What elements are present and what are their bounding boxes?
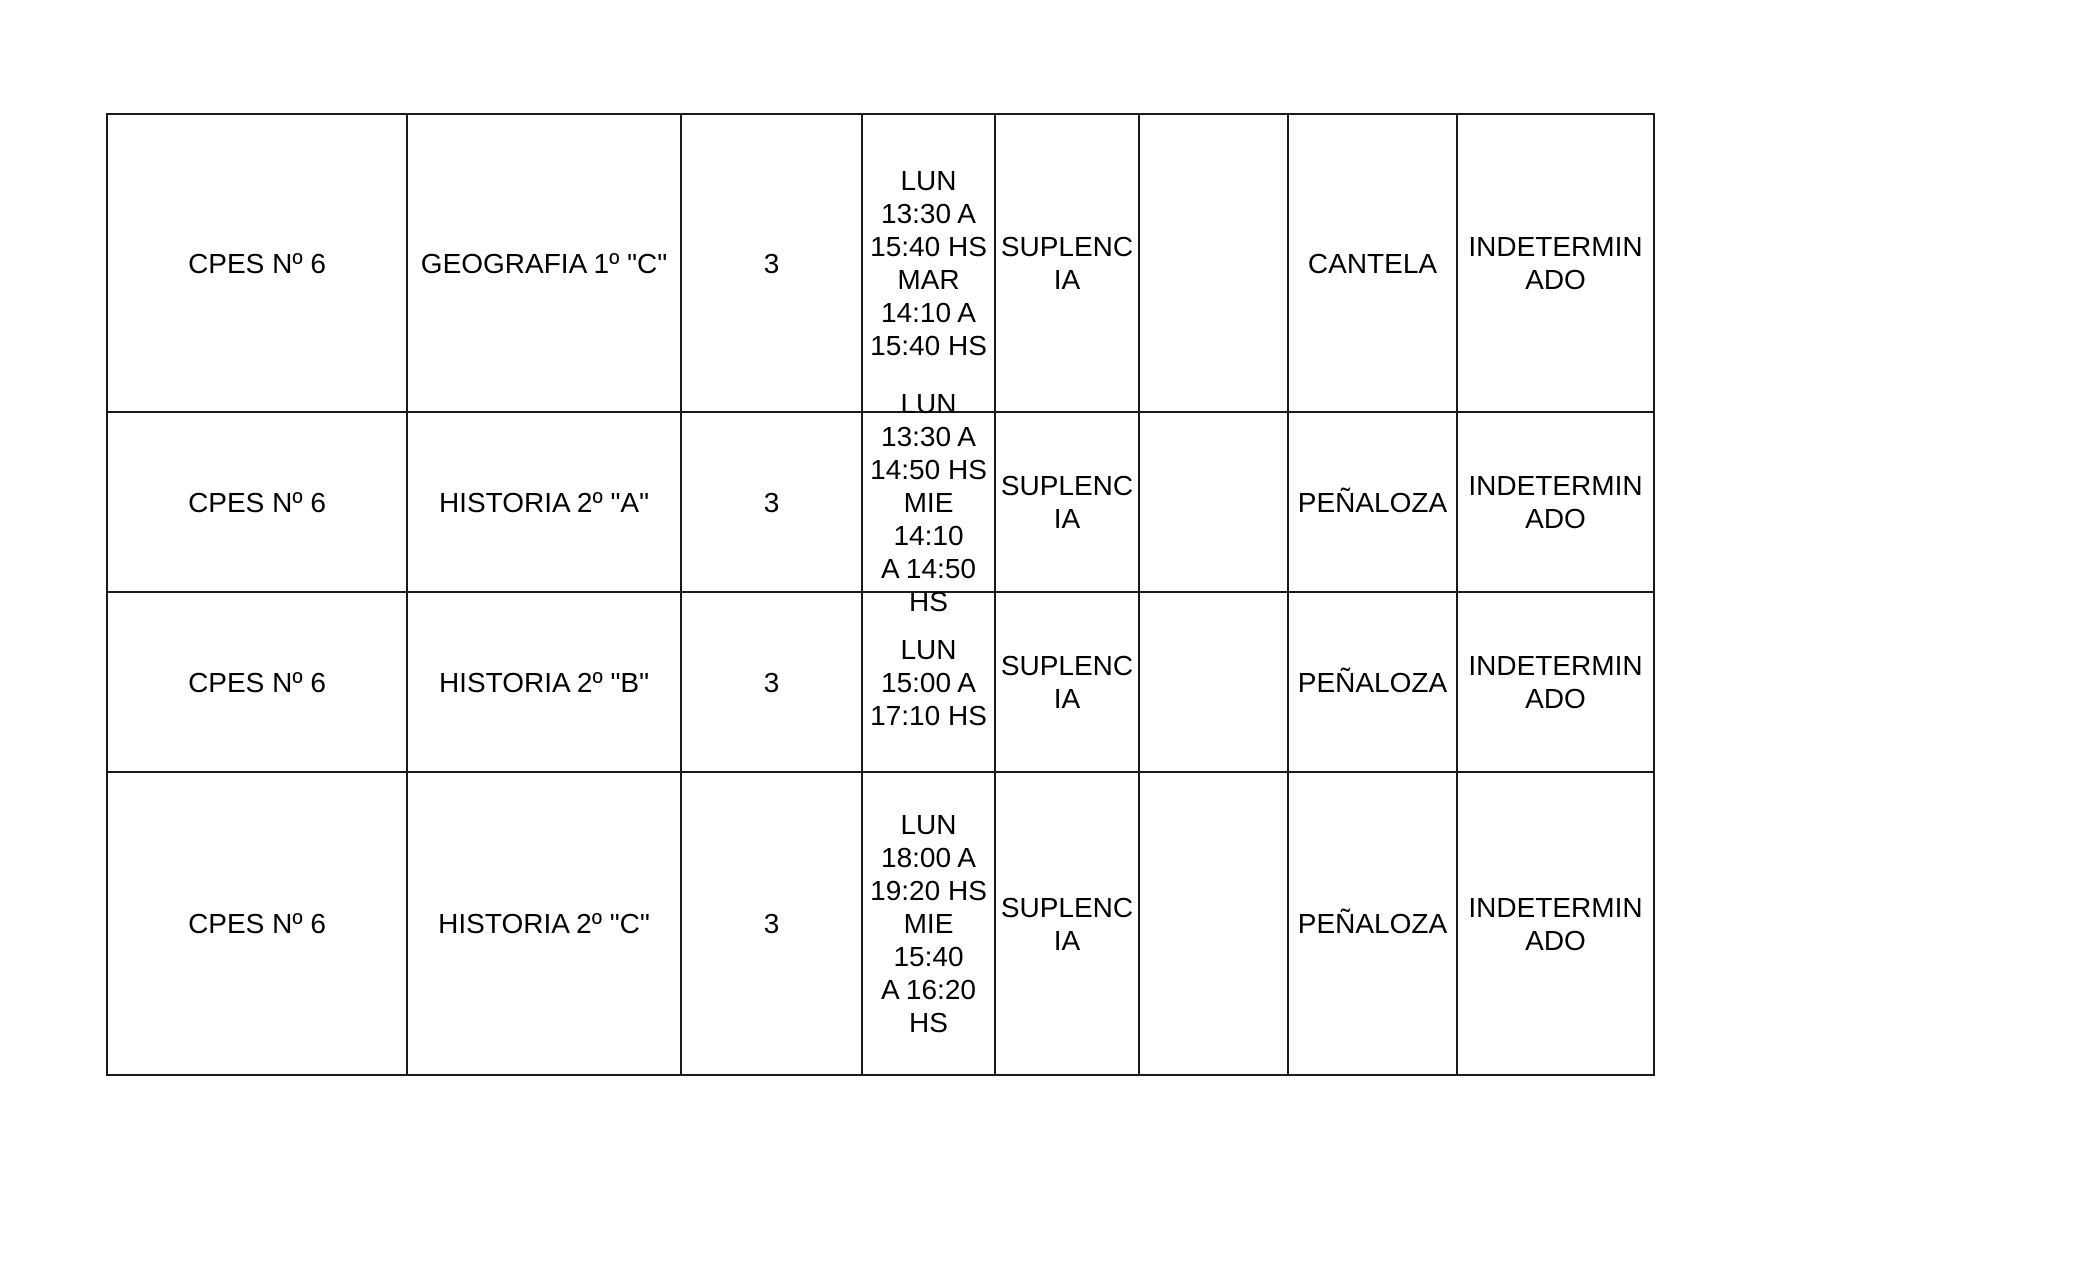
school-cell: CPES Nº 6 [107,412,407,592]
table-row [107,592,1654,772]
schedule-line: LUN [900,633,957,665]
assignment-type-cell [995,592,1139,772]
table-row [107,114,1654,412]
schedule-line: MIE 14:10 [893,486,964,551]
type-line: SUPLENC [1000,470,1134,501]
type-line: IA [1053,503,1081,534]
teacher-cell: PEÑALOZA [1288,772,1457,1075]
hours-cell: 3 [681,114,862,412]
type-line: SUPLENC [1000,891,1134,923]
period-line: INDETERMIN [1468,650,1643,681]
school-cell: CPES Nº 6 [107,592,407,772]
schedule-line: MAR [897,264,960,295]
schedule-cell [862,592,995,772]
schedule-line: LUN [900,809,957,840]
type-line: IA [1053,924,1081,956]
schedule-line: 13:30 A [881,198,976,229]
blank-cell [1139,592,1288,772]
subject-cell: GEOGRAFIA 1º "C" [407,114,681,412]
period-line: ADO [1525,683,1586,714]
schedule-line: 14:10 A [881,297,976,328]
schedule-line: A 14:50 [881,552,976,584]
schedule-line: MIE 15:40 [893,908,964,972]
schedule-line: 18:00 A [881,842,976,873]
teacher-cell: CANTELA [1288,114,1457,412]
period-line: ADO [1525,503,1586,534]
blank-cell [1139,114,1288,412]
schedule-line: HS [909,1007,948,1038]
type-line: SUPLENC [1000,231,1134,262]
schedule-line: 19:20 HS [870,875,987,906]
assignments-table [106,113,1655,1076]
schedule-line: 15:40 HS [870,330,987,361]
schedule-line: LUN [900,387,957,419]
period-cell [1457,412,1654,592]
type-line: IA [1053,264,1081,295]
school-cell: CPES Nº 6 [107,772,407,1075]
schedule-cell [862,114,995,412]
teacher-cell: PEÑALOZA [1288,592,1457,772]
assignment-type-cell [995,114,1139,412]
subject-cell: HISTORIA 2º "A" [407,412,681,592]
school-cell: CPES Nº 6 [107,114,407,412]
schedule-line: 15:40 HS [870,231,987,262]
schedule-line: HS [909,585,948,617]
schedule-line: 15:00 A [881,666,976,698]
period-line: INDETERMIN [1468,231,1643,262]
period-cell [1457,114,1654,412]
schedule-cell [862,772,995,1075]
period-cell [1457,592,1654,772]
table-row [107,412,1654,592]
assignment-type-cell [995,772,1139,1075]
assignment-type-cell [995,412,1139,592]
type-line: SUPLENC [1000,650,1134,681]
table-row [107,772,1654,1075]
period-line: INDETERMIN [1468,470,1643,501]
schedule-line: 14:50 HS [870,453,987,485]
subject-cell: HISTORIA 2º "B" [407,592,681,772]
subject-cell: HISTORIA 2º "C" [407,772,681,1075]
schedule-line: 13:30 A [881,420,976,452]
period-line: INDETERMIN [1468,891,1643,923]
schedule-line: 17:10 HS [870,699,987,731]
schedule-line: LUN [900,165,957,196]
hours-cell: 3 [681,592,862,772]
type-line: IA [1053,683,1081,714]
hours-cell: 3 [681,772,862,1075]
blank-cell [1139,412,1288,592]
teacher-cell: PEÑALOZA [1288,412,1457,592]
period-cell [1457,772,1654,1075]
period-line: ADO [1525,264,1586,295]
schedule-clip [866,387,991,617]
period-line: ADO [1525,924,1586,956]
schedule-cell [862,387,995,617]
hours-cell: 3 [681,412,862,592]
schedule-line: A 16:20 [881,974,976,1005]
blank-cell [1139,772,1288,1075]
